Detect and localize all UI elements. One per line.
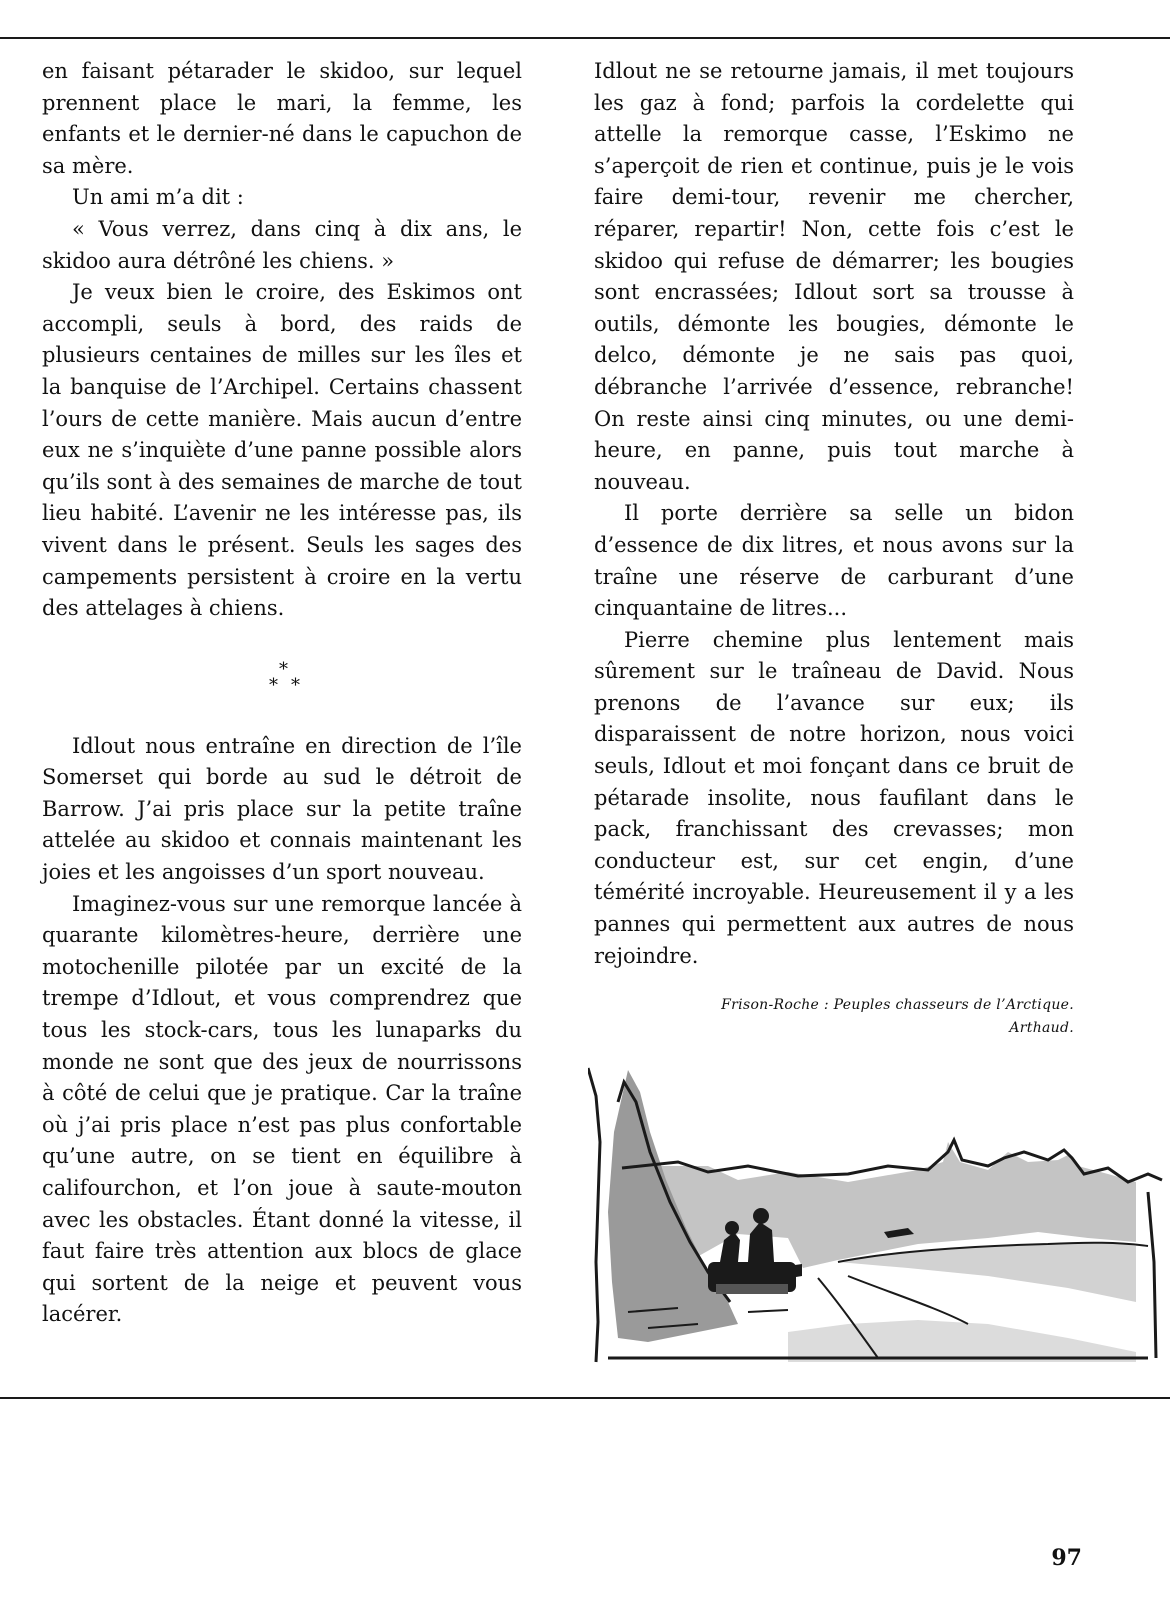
paragraph: Pierre chemine plus lentement mais sûrement sur le traîneau de David. Nous prenons de l’avance sur eux; ils disparaissent de notre horizon, nous voici seuls, Idlout et moi fonçant dans ce bruit de pétarade insolite, nous faufilant dans le pack, franchissant des crevasses; mon conducteur est, sur cet engin, d’une témérité incroyable. Heureusement il y a les pannes qui permettent aux autres de nous rejoindre. (594, 627, 1074, 968)
ink-drawing (588, 1062, 1170, 1374)
snowmobile-illustration (588, 1062, 1170, 1374)
paragraph: en faisant pétarader le skidoo, sur lequel prennent place le mari, la femme, les enfants et le dernier-né dans le capuchon de sa mère. (42, 59, 522, 178)
section-separator (42, 629, 522, 721)
paragraph: Un ami m’a dit : (72, 185, 244, 210)
quotation: « Vous verrez, dans cinq à dix ans, le skidoo aura détrôné les chiens. » (42, 216, 522, 273)
asterisk: * (291, 674, 300, 696)
page-number: 97 (1051, 1545, 1082, 1571)
right-column (594, 56, 1074, 1040)
paragraph: Idlout ne se retourne jamais, il met toujours les gaz à fond; parfois la cordelette qui attelle la remorque casse, l’Eskimo ne s’aperçoit de rien et continue, puis je le vois faire demi-tour, revenir me chercher, réparer, repartir! Non, cette fois c’est le skidoo qui refuse de démarrer; les bougies sont encrassées; Idlout sort sa trousse à outils, démonte les bougies, démonte le delco, démonte je ne sais pas quoi, débranche l’arrivée d’essence, rebranche! On reste ainsi cinq minutes, ou une demi-heure, en panne, puis tout marche à nouveau. (594, 59, 1074, 494)
bottom-rule (0, 1397, 1170, 1399)
paragraph: Je veux bien le croire, des Eskimos ont accompli, seuls à bord, des raids de plusieurs centaines de milles sur les îles et la banquise de l’Archipel. Certains chassent l’ours de cette manière. Mais aucun d’entre eux ne s’inquiète d’une panne possible alors qu’ils sont à des semaines de marche de tout lieu habité. L’avenir ne les intéresse pas, ils vivent dans le présent. Seuls les sages des campements persistent à croire en la vertu des attelages à chiens. (42, 280, 522, 621)
citation-line: Arthaud. (1009, 1020, 1074, 1037)
paragraph: Idlout nous entraîne en direction de l’île Somerset qui borde au sud le détroit de Barrow. J’ai pris place sur la petite traîne attelée au skidoo et connais maintenant les joies et les angoisses d’un sport nouveau. (42, 733, 522, 885)
source-citation (594, 994, 1074, 1040)
asterisk: * (279, 658, 288, 680)
foreground-wash (788, 1320, 1136, 1362)
top-rule (0, 37, 1170, 39)
left-column (42, 56, 522, 1331)
asterisk: * (269, 674, 278, 696)
paragraph: Imaginez-vous sur une remorque lancée à quarante kilomètres-heure, derrière une motochenille pilotée par un excité de la trempe d’Idlout, et vous comprendrez que tous les stock-cars, tous les lunaparks du monde ne sont que des jeux de nourrissons à côté de celui que je pratique. Car la traîne où j’ai pris place n’est pas plus confortable qu’une autre, on se tient en équilibre à califourchon, et l’on joue à saute-mouton avec les obstacles. Étant donné la vitesse, il faut faire très attention aux blocs de glace qui sortent de la neige et peuvent vous lacérer. (42, 891, 522, 1327)
paragraph: Il porte derrière sa selle un bidon d’essence de dix litres, et nous avons sur la traîne une réserve de carburant d’une cinquantaine de litres... (594, 501, 1074, 621)
citation-line: Frison-Roche : Peuples chasseurs de l’Arctique. (721, 997, 1074, 1014)
